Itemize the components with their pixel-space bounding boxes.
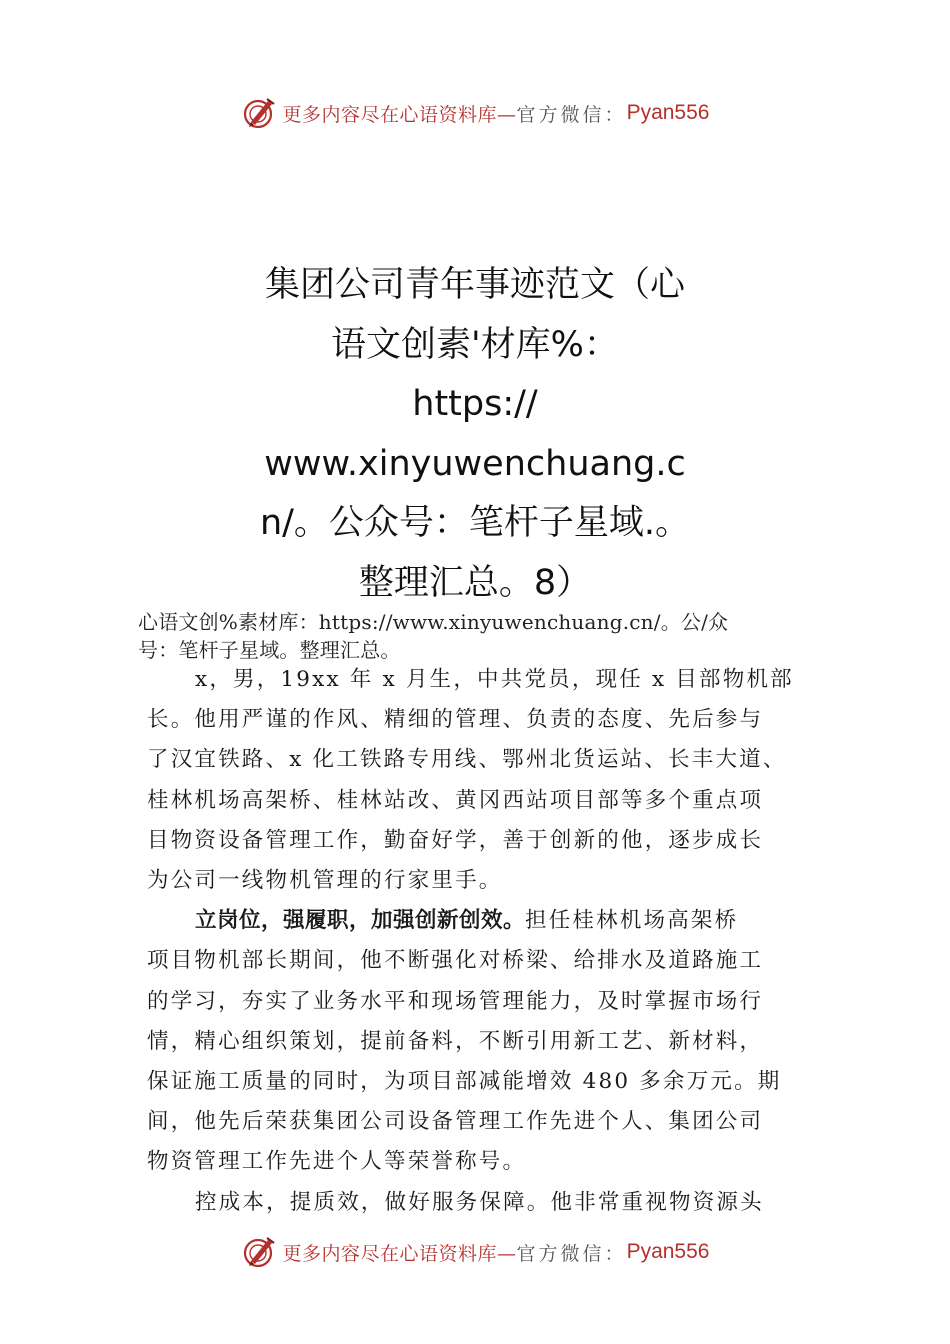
header-banner-text: 更多内容尽在心语资料库—: [282, 103, 517, 126]
body-line-rest: 担任桂林机场高架桥: [525, 908, 739, 934]
body-line: 了汉宜铁路、x 化工铁路专用线、鄂州北货运站、长丰大道、: [147, 747, 787, 773]
body-line: 目物资设备管理工作，勤奋好学，善于创新的他，逐步成长: [147, 827, 764, 853]
document-title: [175, 256, 775, 613]
header-banner: [0, 93, 950, 133]
footer-wechat-id: Pyan556: [626, 1240, 710, 1263]
title-line: 整理汇总。8）: [358, 562, 592, 603]
body-line: 为公司一线物机管理的行家里手。: [147, 868, 503, 894]
paragraph-heading: 立岗位，强履职，加强创新创效。: [195, 908, 526, 934]
body-line: 的学习，夯实了业务水平和现场管理能力，及时掌握市场行: [147, 988, 764, 1014]
footer-banner: [0, 1232, 950, 1272]
title-line: 集团公司青年事迹范文（心: [264, 265, 685, 305]
body-line: [147, 901, 827, 941]
footer-banner-text: 更多内容尽在心语资料库—: [282, 1242, 517, 1265]
body-line: 控成本，提质效，做好服务保障。他非常重视物资源头: [195, 1189, 764, 1215]
body-line: 间，他先后荣获集团公司设备管理工作先进个人、集团公司: [147, 1109, 764, 1135]
body-line: 保证施工质量的同时，为项目部减能增效 480 多余万元。期: [147, 1069, 782, 1095]
title-line: www.xinyuwenchuang.c: [264, 443, 686, 484]
header-wechat-id: Pyan556: [626, 101, 710, 124]
footer-banner-label: 官方微信：: [516, 1242, 627, 1265]
source-line: 号：笔杆子星域。整理汇总。: [138, 638, 401, 662]
paragraph-intro: [147, 660, 827, 901]
document-body: [147, 660, 827, 1223]
pen-logo-icon: [241, 1234, 277, 1270]
body-line: x，男，19xx 年 x 月生，中共党员，现任 x 目部物机部: [195, 667, 794, 692]
body-line: 物资管理工作先进个人等荣誉称号。: [147, 1149, 527, 1175]
paragraph-cost-control: [147, 1183, 827, 1223]
paragraph-innovation: [147, 901, 827, 1182]
pen-logo-icon: [241, 95, 277, 131]
header-banner-label: 官方微信：: [516, 103, 627, 126]
title-line: 语文创素'材库%：: [331, 324, 619, 365]
title-line: n/。公众号：笔杆子星域.。: [259, 503, 691, 543]
body-line: 情，精心组织策划，提前备料，不断引用新工艺、新材料，: [147, 1028, 764, 1054]
source-line: 心语文创%素材库：https://www.xinyuwenchuang.cn/。公/众: [138, 610, 729, 634]
body-line: 项目物机部长期间，他不断强化对桥梁、给排水及道路施工: [147, 948, 764, 974]
source-note: [138, 608, 838, 664]
body-line: 长。他用严谨的作风、精细的管理、负责的态度、先后参与: [147, 707, 764, 733]
title-line: https://: [412, 384, 538, 424]
body-line: 桂林机场高架桥、桂林站改、黄冈西站项目部等多个重点项: [147, 787, 764, 813]
